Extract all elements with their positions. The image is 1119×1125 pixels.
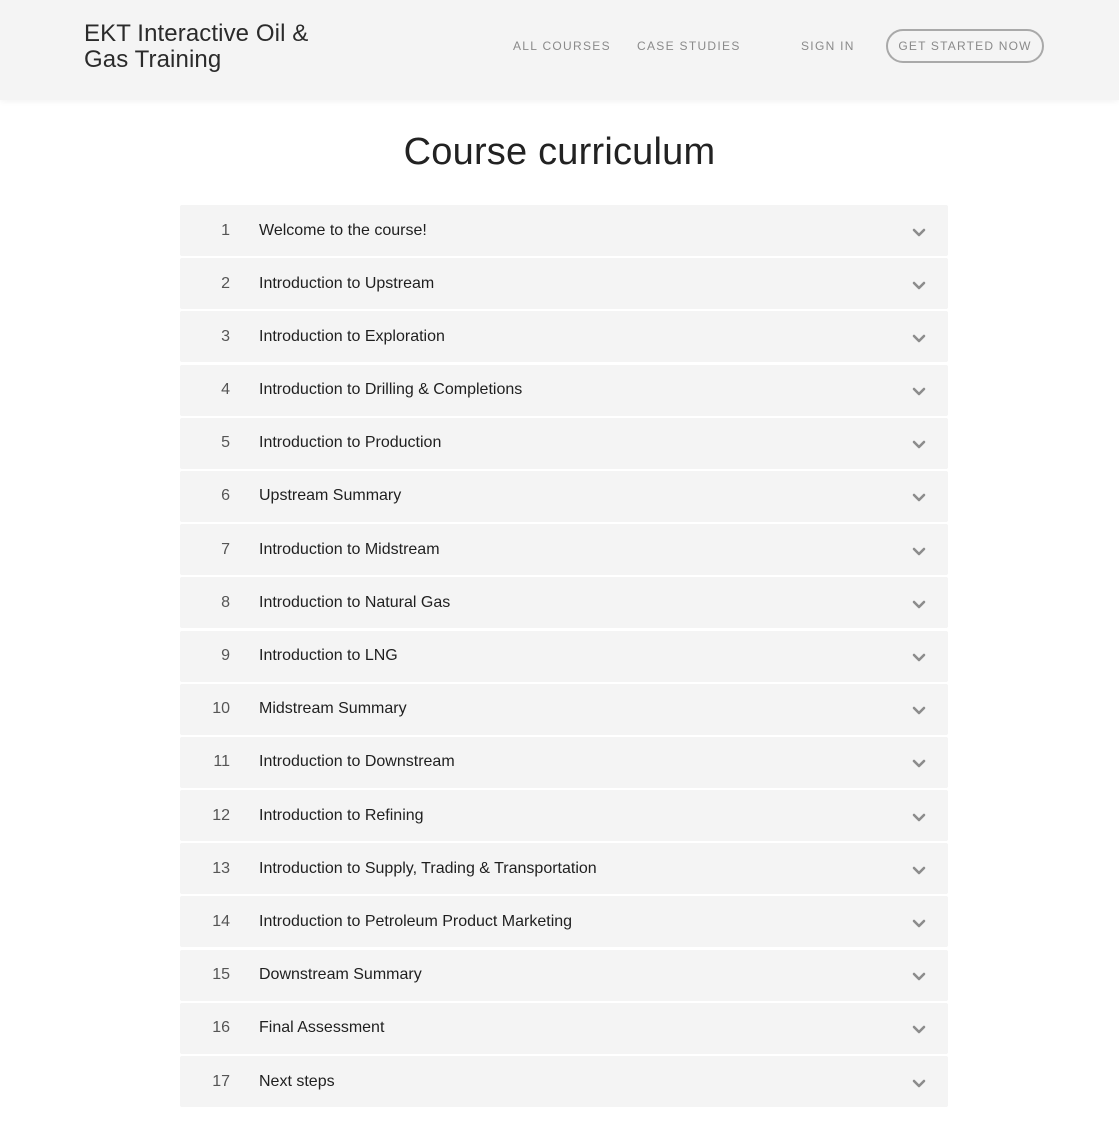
section-title: Introduction to Drilling & Completions xyxy=(259,381,523,399)
section-number: 7 xyxy=(221,540,230,558)
curriculum-section-row[interactable] xyxy=(180,790,948,841)
chevron-down-icon[interactable] xyxy=(912,972,926,982)
curriculum-section-row[interactable] xyxy=(180,205,948,256)
chevron-down-icon[interactable] xyxy=(912,600,926,610)
nav-sign-in[interactable]: SIGN IN xyxy=(801,39,855,53)
section-title: Introduction to Production xyxy=(259,434,442,452)
site-header xyxy=(0,0,1119,100)
section-number: 15 xyxy=(212,966,230,984)
section-title: Next steps xyxy=(259,1072,335,1090)
section-title: Introduction to Supply, Trading & Transportation xyxy=(259,859,597,877)
section-number: 3 xyxy=(221,327,230,345)
section-number: 12 xyxy=(212,806,230,824)
brand-line-2: Gas Training xyxy=(84,46,222,73)
curriculum-section-row[interactable] xyxy=(180,258,948,309)
section-title: Introduction to Exploration xyxy=(259,327,445,345)
section-number: 6 xyxy=(221,487,230,505)
section-title: Welcome to the course! xyxy=(259,221,427,239)
course-curriculum-list xyxy=(180,205,948,1109)
section-title: Introduction to Petroleum Product Marketing xyxy=(259,912,573,930)
curriculum-section-row[interactable] xyxy=(180,684,948,735)
chevron-down-icon[interactable] xyxy=(912,493,926,503)
section-title: Downstream Summary xyxy=(259,966,422,984)
section-number: 4 xyxy=(221,381,230,399)
chevron-down-icon[interactable] xyxy=(912,547,926,557)
section-number: 17 xyxy=(212,1072,230,1090)
chevron-down-icon[interactable] xyxy=(912,706,926,716)
section-title: Introduction to Upstream xyxy=(259,274,435,292)
curriculum-section-row[interactable] xyxy=(180,737,948,788)
section-number: 11 xyxy=(213,753,230,771)
curriculum-section-row[interactable] xyxy=(180,524,948,575)
page-title: Course curriculum xyxy=(403,131,716,173)
chevron-down-icon[interactable] xyxy=(912,813,926,823)
curriculum-section-row[interactable] xyxy=(180,577,948,628)
section-number: 10 xyxy=(212,700,230,718)
brand-logo-link[interactable] xyxy=(84,21,324,73)
nav-all-courses[interactable]: ALL COURSES xyxy=(513,39,611,53)
section-title: Final Assessment xyxy=(259,1019,385,1037)
section-title: Midstream Summary xyxy=(259,700,407,718)
section-number: 1 xyxy=(221,221,230,239)
curriculum-section-row[interactable] xyxy=(180,365,948,416)
section-title: Introduction to Refining xyxy=(259,806,424,824)
section-number: 2 xyxy=(221,274,230,292)
section-number: 13 xyxy=(212,859,230,877)
curriculum-section-row[interactable] xyxy=(180,471,948,522)
section-title: Introduction to Natural Gas xyxy=(259,593,451,611)
section-number: 8 xyxy=(221,593,230,611)
curriculum-section-row[interactable] xyxy=(180,843,948,894)
section-number: 9 xyxy=(221,647,230,664)
chevron-down-icon[interactable] xyxy=(912,281,926,291)
chevron-down-icon[interactable] xyxy=(912,759,926,769)
curriculum-section-row[interactable] xyxy=(180,418,948,469)
section-title: Introduction to LNG xyxy=(259,647,398,664)
chevron-down-icon[interactable] xyxy=(912,1079,926,1089)
section-number: 14 xyxy=(212,912,230,930)
chevron-down-icon[interactable] xyxy=(912,440,926,450)
chevron-down-icon[interactable] xyxy=(912,653,926,663)
curriculum-section-row[interactable] xyxy=(180,896,948,947)
section-number: 16 xyxy=(212,1019,230,1037)
chevron-down-icon[interactable] xyxy=(912,1025,926,1035)
section-number: 5 xyxy=(221,434,230,452)
curriculum-section-row[interactable] xyxy=(180,311,948,362)
chevron-down-icon[interactable] xyxy=(912,919,926,929)
chevron-down-icon[interactable] xyxy=(912,866,926,876)
section-title: Introduction to Downstream xyxy=(259,753,455,771)
chevron-down-icon[interactable] xyxy=(912,334,926,344)
section-title: Introduction to Midstream xyxy=(259,540,440,558)
nav-case-studies[interactable]: CASE STUDIES xyxy=(637,39,741,53)
get-started-button[interactable]: GET STARTED NOW xyxy=(886,29,1044,63)
section-title: Upstream Summary xyxy=(259,487,402,505)
curriculum-section-row[interactable] xyxy=(180,1056,948,1107)
curriculum-section-row[interactable] xyxy=(180,950,948,1001)
brand-line-1: EKT Interactive Oil & xyxy=(84,20,309,47)
curriculum-section-row[interactable] xyxy=(180,631,948,682)
curriculum-section-row[interactable] xyxy=(180,1003,948,1054)
chevron-down-icon[interactable] xyxy=(912,387,926,397)
chevron-down-icon[interactable] xyxy=(912,228,926,238)
